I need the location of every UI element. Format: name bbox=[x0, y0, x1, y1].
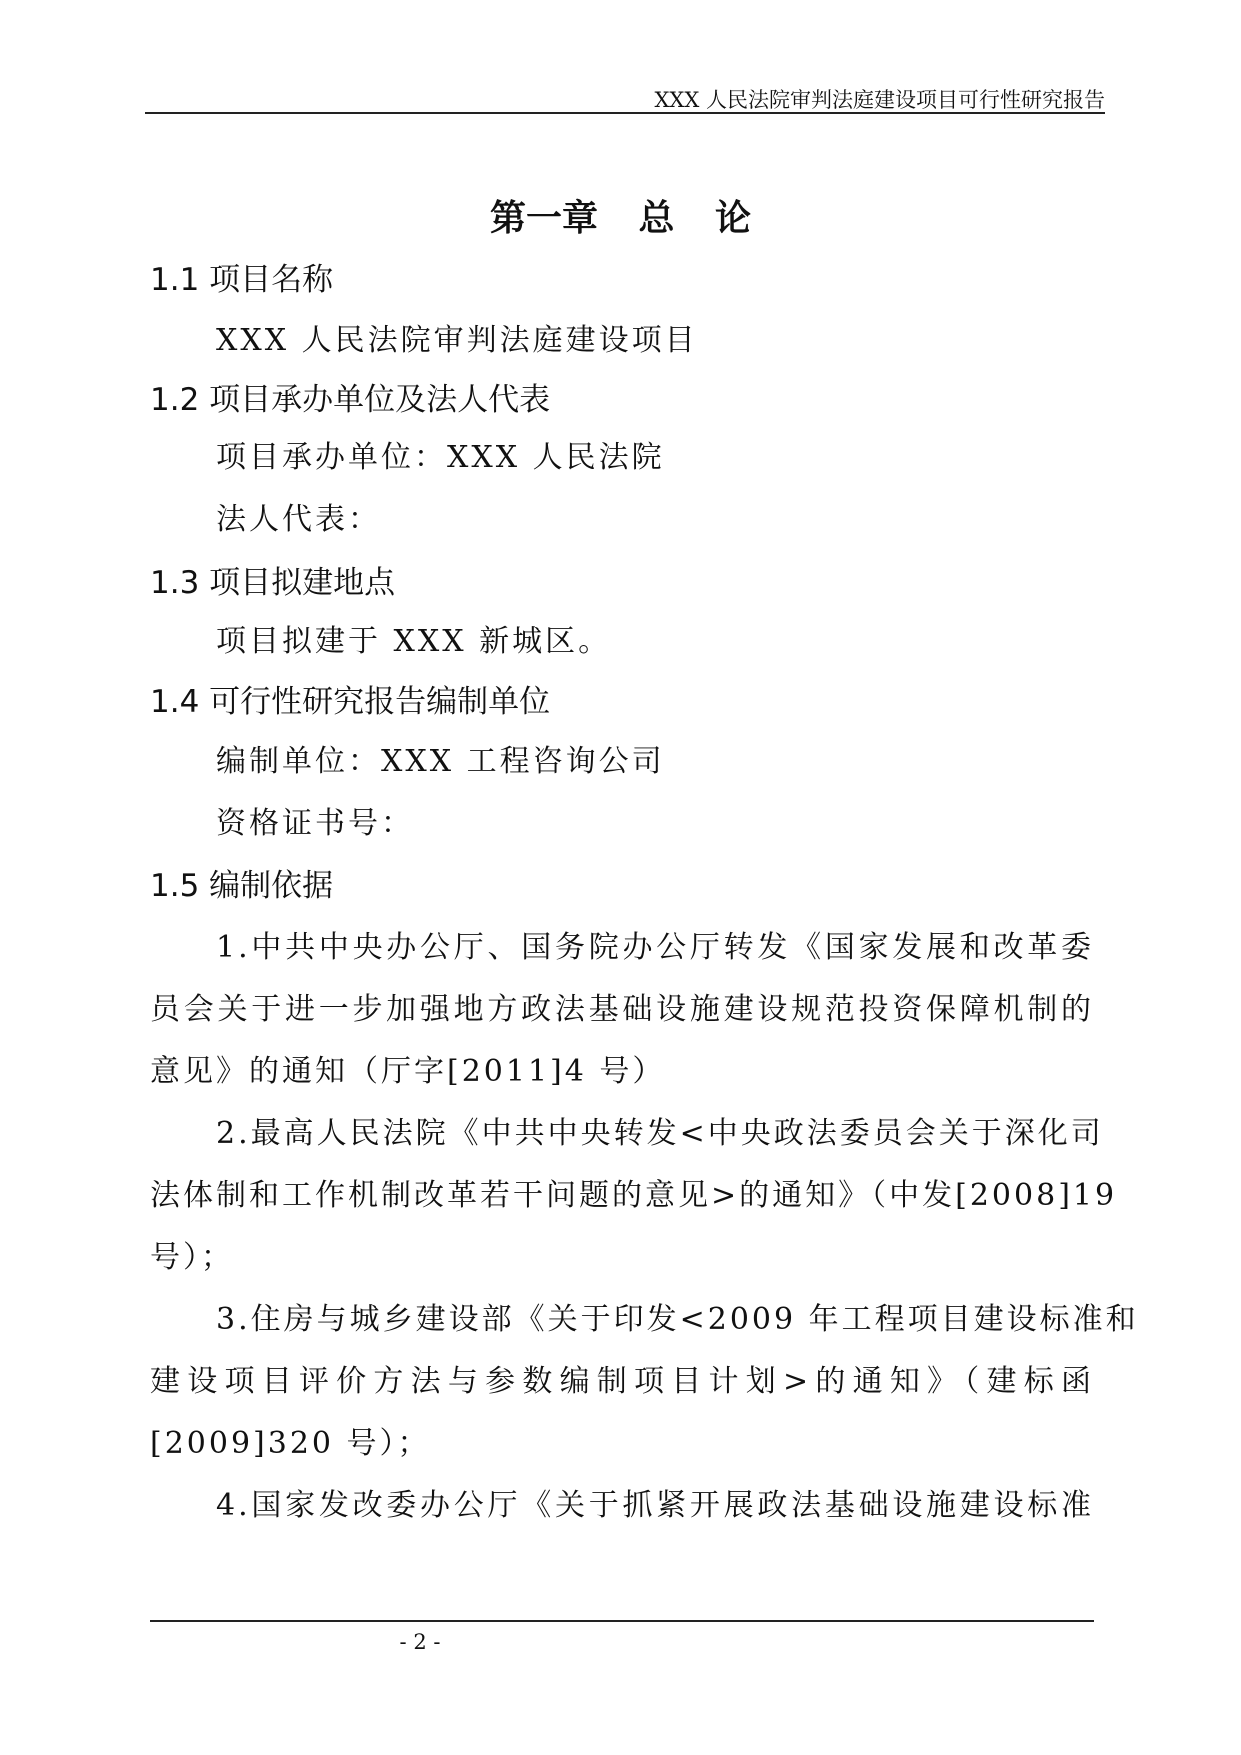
section-heading-1-5: 1.5 编制依据 bbox=[150, 868, 334, 904]
section-heading-1-1: 1.1 项目名称 bbox=[150, 262, 334, 298]
basis-item-3-line-1: 3.住房与城乡建设部《关于印发<2009 年工程项目建设标准和 bbox=[216, 1302, 1139, 1337]
section-heading-1-4: 1.4 可行性研究报告编制单位 bbox=[150, 684, 551, 720]
basis-item-3-line-2: 建设项目评价方法与参数编制项目计划>的通知》（建标函 bbox=[150, 1364, 1094, 1399]
compiling-unit-text: 编制单位：XXX 工程咨询公司 bbox=[216, 744, 665, 779]
running-header: XXX 人民法院审判法庭建设项目可行性研究报告 bbox=[654, 88, 1105, 112]
basis-item-1-line-2: 员会关于进一步加强地方政法基础设施建设规范投资保障机制的 bbox=[150, 992, 1094, 1027]
basis-item-1-line-1: 1.中共中央办公厅、国务院办公厅转发《国家发展和改革委 bbox=[216, 930, 1094, 965]
project-location-text: 项目拟建于 XXX 新城区。 bbox=[216, 624, 612, 659]
basis-item-3-line-3: [2009]320 号）； bbox=[150, 1426, 431, 1461]
header-divider bbox=[145, 112, 1105, 114]
basis-item-2-line-3: 号）； bbox=[150, 1240, 234, 1275]
page-number: - 2 - bbox=[399, 1630, 441, 1654]
section-heading-1-3: 1.3 项目拟建地点 bbox=[150, 565, 396, 601]
basis-item-1-line-3: 意见》的通知（厅字[2011]4 号） bbox=[150, 1054, 666, 1089]
legal-representative-text: 法人代表： bbox=[216, 502, 381, 537]
qualification-cert-text: 资格证书号： bbox=[216, 806, 414, 841]
footer-divider bbox=[150, 1620, 1094, 1622]
sponsor-unit-text: 项目承办单位：XXX 人民法院 bbox=[216, 440, 665, 475]
section-heading-1-2: 1.2 项目承办单位及法人代表 bbox=[150, 382, 551, 418]
project-name-text: XXX 人民法院审判法庭建设项目 bbox=[216, 323, 698, 358]
basis-item-2-line-1: 2.最高人民法院《中共中央转发<中央政法委员会关于深化司 bbox=[216, 1116, 1104, 1151]
chapter-title: 第一章 总 论 bbox=[489, 197, 752, 239]
basis-item-4-line-1: 4.国家发改委办公厅《关于抓紧开展政法基础设施建设标准 bbox=[216, 1488, 1094, 1523]
basis-item-2-line-2: 法体制和工作机制改革若干问题的意见>的通知》（中发[2008]19 bbox=[150, 1178, 1118, 1213]
